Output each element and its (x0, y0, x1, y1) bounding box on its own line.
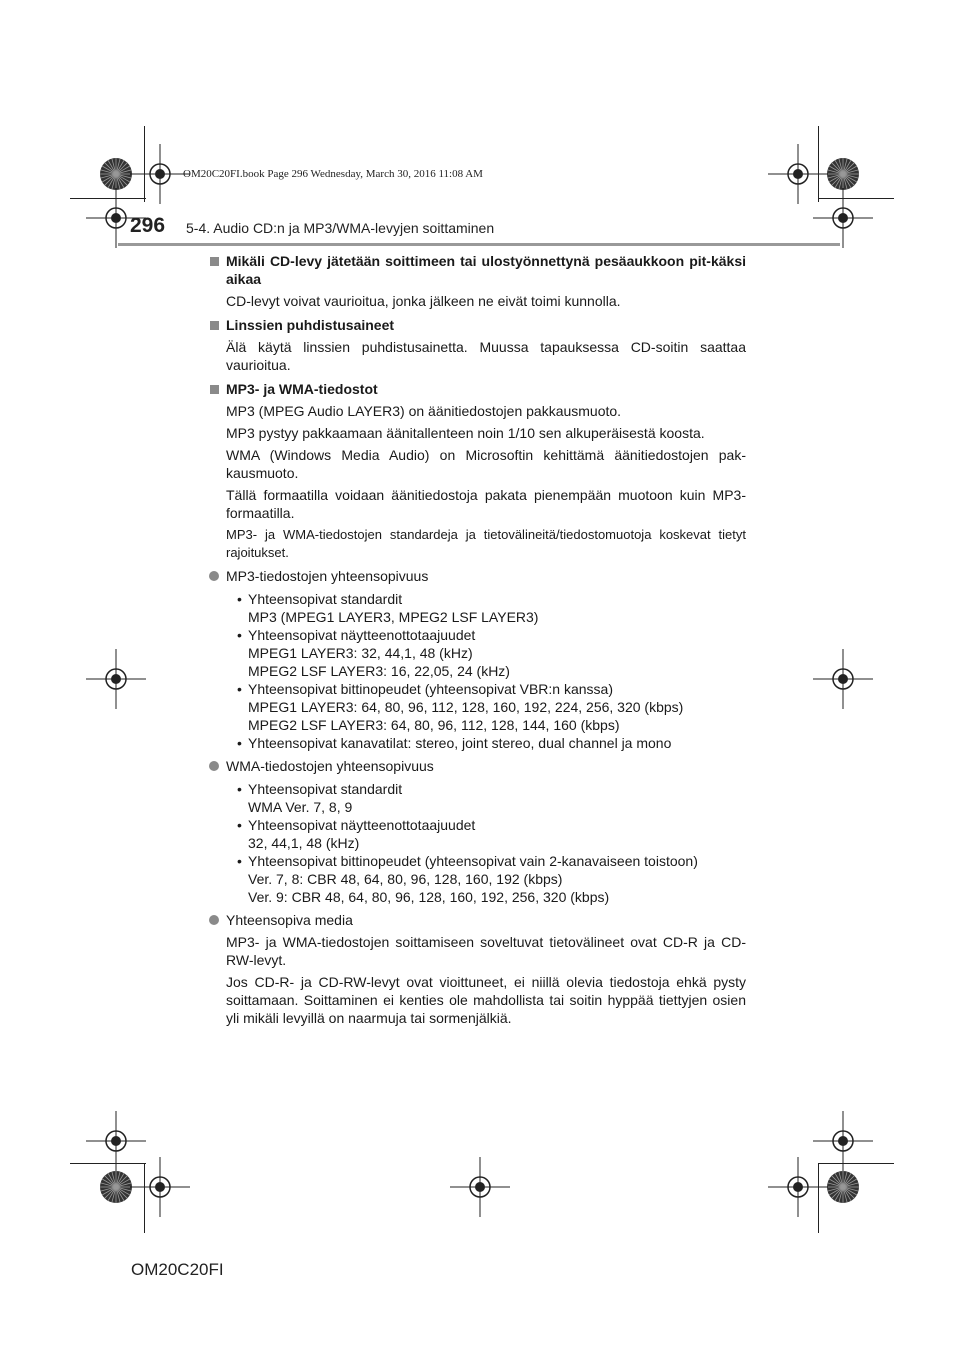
section-title: 5-4. Audio CD:n ja MP3/WMA-levyjen soittaminen (186, 220, 495, 236)
paragraph: Jos CD-R- ja CD-RW-levyt ovat vioittuneet, ei niillä olevia tiedostoja ehkä pysty soittamaan. Soittaminen ei kenties ole mahdollista tai soitin hyppää tiettyjen osien yli mikäli levyillä on naarmuja tai sormenjälkiä. (226, 974, 746, 1026)
footer-code: OM20C20FI (131, 1260, 224, 1279)
list-item (237, 780, 746, 816)
list-item-label: Yhteensopivat näytteenottotaajuudet (248, 627, 476, 643)
paragraph: MP3 (MPEG Audio LAYER3) on äänitiedostojen pakkausmuoto. (226, 403, 622, 419)
circle-bullet-icon (209, 915, 219, 925)
list-item-line: MP3 (MPEG1 LAYER3, MPEG2 LSF LAYER3) (248, 609, 539, 625)
bullet-icon: • (237, 853, 242, 869)
list-item-line: Ver. 7, 8: CBR 48, 64, 80, 96, 128, 160, 192 (kbps) (248, 871, 563, 887)
paragraph: WMA (Windows Media Audio) on Microsoftin kehittämä äänitiedostojen pak-kausmuoto. (226, 447, 746, 481)
paragraph: MP3 pystyy pakkaamaan äänitallenteen noin 1/10 sen alkuperäisestä koosta. (226, 425, 705, 441)
crosshair-mark-icon (813, 188, 873, 248)
subsection-title: MP3-tiedostojen yhteensopivuus (208, 567, 746, 585)
list-item-line: Ver. 9: CBR 48, 64, 80, 96, 128, 160, 192, 256, 320 (kbps) (248, 889, 610, 905)
circle-bullet-icon (209, 761, 219, 771)
crop-line (144, 1163, 145, 1233)
subsection-title: Yhteensopiva media (208, 911, 746, 929)
list-item-label: Yhteensopivat standardit (248, 781, 403, 797)
crosshair-mark-icon (130, 1157, 190, 1217)
crop-line (818, 1163, 894, 1164)
bullet-icon: • (237, 817, 242, 833)
bullet-list (208, 780, 746, 906)
square-bullet-icon (210, 385, 219, 394)
list-item (237, 626, 746, 680)
list-item (237, 816, 746, 852)
list-item-label: Yhteensopivat bittinopeudet (yhteensopivat VBR:n kanssa) (248, 681, 614, 697)
list-item (237, 590, 746, 626)
circle-bullet-icon (209, 571, 219, 581)
crop-line (818, 126, 819, 202)
paragraph: CD-levyt voivat vaurioitua, jonka jälkeen ne eivät toimi kunnolla. (226, 293, 621, 309)
subsection-title: WMA-tiedostojen yhteensopivuus (208, 757, 746, 775)
header-rule (118, 243, 840, 246)
paragraph: MP3- ja WMA-tiedostojen soittamiseen soveltuvat tietovälineet ovat CD-R ja CD-RW-levyt. (226, 934, 746, 968)
crosshair-mark-icon (86, 649, 146, 709)
crop-line (818, 1163, 819, 1233)
square-bullet-icon (210, 257, 219, 266)
sunburst-mark-icon (99, 157, 133, 191)
bullet-icon: • (237, 627, 242, 643)
paragraph: Älä käytä linssien puhdistusainetta. Muussa tapauksessa CD-soitin saattaa vaurioitua. (226, 339, 746, 373)
sunburst-mark-icon (826, 1170, 860, 1204)
print-header: OM20C20FI.book Page 296 Wednesday, March 30, 2016 11:08 AM (183, 168, 483, 180)
bullet-icon: • (237, 781, 242, 797)
bullet-list (208, 590, 746, 752)
crosshair-mark-icon (450, 1157, 510, 1217)
sunburst-mark-icon (826, 157, 860, 191)
bullet-icon: • (237, 735, 242, 751)
section-heading: MP3- ja WMA-tiedostot (208, 380, 746, 398)
section-heading: Mikäli CD-levy jätetään soittimeen tai ulostyönnettynä pesäaukkoon pit-käksi aikaa (208, 252, 746, 288)
list-item-line: MPEG1 LAYER3: 32, 44,1, 48 (kHz) (248, 645, 473, 661)
page-content (208, 252, 746, 1027)
list-item-line: 32, 44,1, 48 (kHz) (248, 835, 360, 851)
crop-line (144, 126, 145, 202)
crosshair-mark-icon (813, 649, 873, 709)
list-item-label: Yhteensopivat bittinopeudet (yhteensopivat vain 2-kanavaiseen toistoon) (248, 853, 698, 869)
list-item-line: MPEG1 LAYER3: 64, 80, 96, 112, 128, 160, 192, 224, 256, 320 (kbps) (248, 699, 684, 715)
list-item-line: MPEG2 LSF LAYER3: 64, 80, 96, 112, 128, 144, 160 (kbps) (248, 717, 620, 733)
list-item-label: Yhteensopivat näytteenottotaajuudet (248, 817, 476, 833)
page-number: 296 (130, 214, 166, 237)
list-item (237, 680, 746, 734)
list-item (237, 852, 746, 906)
list-item-label: Yhteensopivat standardit (248, 591, 403, 607)
bullet-icon: • (237, 681, 242, 697)
sunburst-mark-icon (99, 1170, 133, 1204)
list-item-label: Yhteensopivat kanavatilat: stereo, joint stereo, dual channel ja mono (248, 735, 672, 751)
square-bullet-icon (210, 321, 219, 330)
crosshair-mark-icon (768, 1157, 828, 1217)
list-item (237, 734, 746, 752)
crop-line (70, 198, 146, 199)
list-item-line: WMA Ver. 7, 8, 9 (248, 799, 353, 815)
paragraph: Tällä formaatilla voidaan äänitiedostoja pakata pienempään muotoon kuin MP3-formaatilla. (226, 487, 746, 521)
bullet-icon: • (237, 591, 242, 607)
crop-line (70, 1163, 146, 1164)
paragraph: MP3- ja WMA-tiedostojen standardeja ja tietovälineitä/tiedostomuotoja koskevat tietyt rajoitukset. (226, 527, 746, 560)
crop-line (818, 198, 894, 199)
list-item-line: MPEG2 LSF LAYER3: 16, 22,05, 24 (kHz) (248, 663, 510, 679)
section-heading: Linssien puhdistusaineet (208, 316, 746, 334)
